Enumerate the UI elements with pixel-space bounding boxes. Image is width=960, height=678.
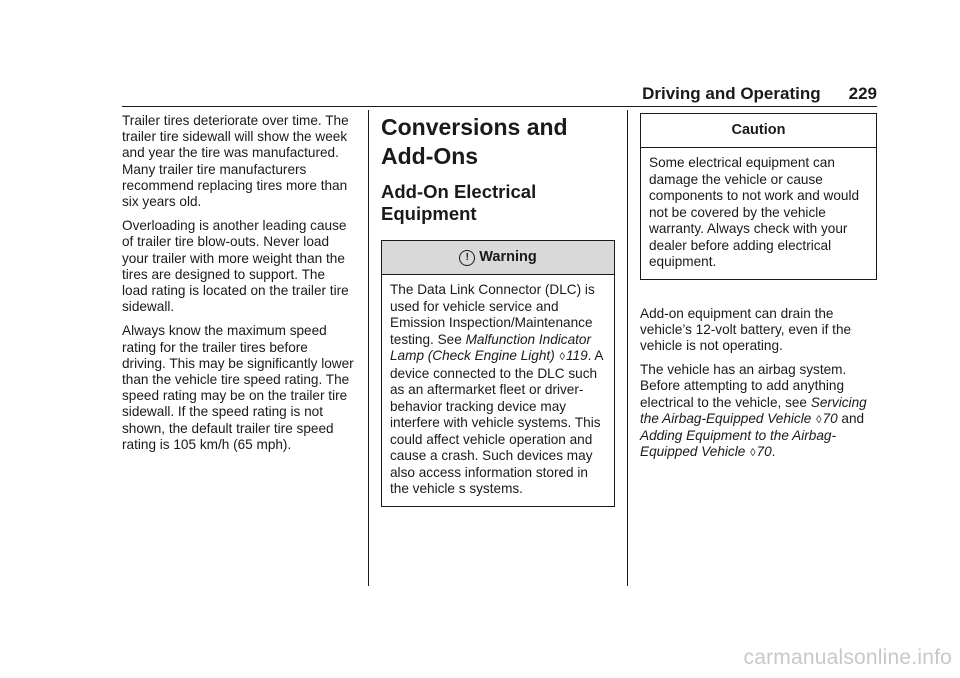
section-heading: Conversions and Add-Ons bbox=[381, 114, 568, 169]
page-ref-arrow-icon: ◊ bbox=[750, 447, 756, 460]
page-ref-arrow-icon: ◊ bbox=[559, 351, 565, 363]
warning-text-end: . A device connected to the DLC such as an aftermarket fleet or driver-behavior tracking device may interfere with vehicle systems. This could affect vehicle operation and cause a crash. Such devices may also access information stored in the vehicle s systems. bbox=[390, 348, 603, 496]
paragraph-airbag bbox=[640, 362, 877, 461]
section-title: Driving and Operating bbox=[642, 84, 821, 103]
airbag-text: The vehicle has an airbag system. Before attempting to add anything electrical to the vehicle, see bbox=[640, 362, 847, 410]
header-rule bbox=[122, 106, 877, 107]
caution-text: Some electrical equipment can damage the vehicle or cause components to not work and would not be covered by the vehicle warranty. Always check with your dealer before adding electrical equipment. bbox=[649, 155, 860, 269]
column-3 bbox=[640, 113, 877, 469]
warning-body bbox=[382, 275, 614, 506]
link-page-70-second[interactable]: 70 bbox=[756, 444, 772, 460]
paragraph-speed-rating: Always know the maximum speed rating for the trailer tires before driving. This may be significantly lower than the vehicle tire speed rating. The speed rating may be on the trailer tire sidewall. If the speed rating is not shown, the default trailer tire speed rating is 105 km/h (65 mph). bbox=[122, 323, 354, 452]
column-2 bbox=[381, 113, 615, 507]
link-servicing-airbag-vehicle[interactable]: Servicing the Airbag-Equipped Vehicle bbox=[640, 394, 867, 426]
warning-text-start: The Data Link Connector (DLC) is used for vehicle service and Emission Inspection/Maintenance testing. See bbox=[390, 282, 595, 347]
link-page-70[interactable]: 70 bbox=[822, 410, 838, 426]
column-1 bbox=[122, 113, 354, 461]
subsection-heading: Add-On Electrical Equipment bbox=[381, 181, 537, 224]
watermark: carmanualsonline.info bbox=[743, 646, 952, 669]
page-header bbox=[600, 84, 877, 104]
and-word: and bbox=[841, 410, 865, 426]
page-number: 229 bbox=[848, 84, 877, 103]
column-divider-right bbox=[627, 110, 628, 586]
caution-title: Caution bbox=[641, 114, 876, 148]
warning-box bbox=[381, 240, 615, 507]
link-adding-equipment-airbag-vehicle[interactable]: Adding Equipment to the Airbag-Equipped Vehicle bbox=[640, 427, 836, 460]
warning-circle-icon: ! bbox=[459, 250, 475, 266]
warning-header bbox=[382, 241, 614, 275]
link-page-119[interactable]: 119 bbox=[565, 348, 588, 363]
page-ref-arrow-icon: ◊ bbox=[816, 413, 822, 426]
sentence-end: . bbox=[771, 444, 776, 460]
link-malfunction-indicator-lamp[interactable]: Malfunction Indicator Lamp (Check Engine Light) bbox=[390, 331, 592, 363]
column-divider-left bbox=[368, 110, 369, 586]
warning-title: Warning bbox=[479, 249, 537, 265]
paragraph-tire-age: Trailer tires deteriorate over time. The trailer tire sidewall will show the week and year the tire was manufactured. Many trailer tire manufacturers recommend replacing tires more than six years old. bbox=[122, 113, 349, 210]
paragraph-battery-drain: Add-on equipment can drain the vehicle’s 12-volt battery, even if the vehicle is not operating. bbox=[640, 305, 852, 353]
caution-box bbox=[640, 113, 877, 280]
paragraph-overloading: Overloading is another leading cause of trailer tire blow-outs. Never load your trailer with more weight than the tires are designed to support. The load rating is located on the trailer tire sidewall. bbox=[122, 218, 349, 315]
